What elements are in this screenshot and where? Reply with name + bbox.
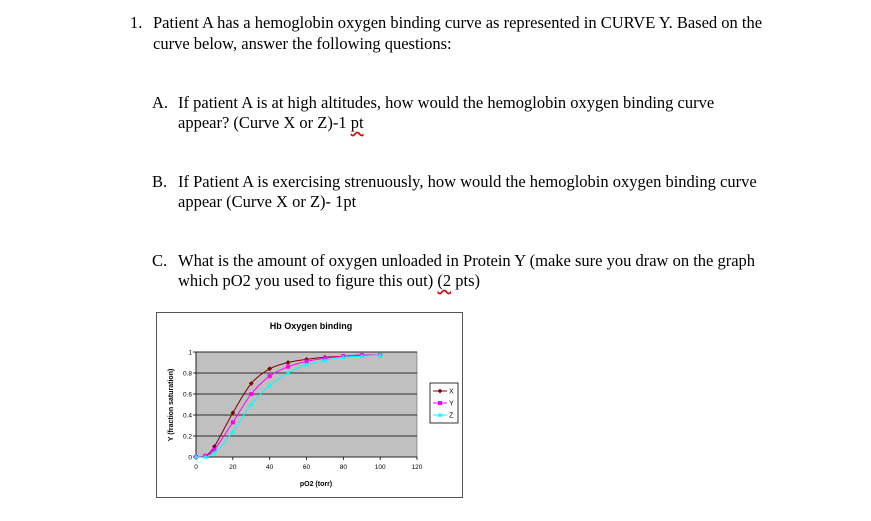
x-tick-label: 60 [302, 464, 311, 471]
y-tick-label: 0.6 [182, 391, 192, 399]
part-c-main: What is the amount of oxygen unloaded in Protein Y (make sure you draw on the graph which pO2 you used to figure this out) [178, 251, 756, 290]
x-tick-label: 0 [194, 464, 198, 471]
y-tick-label: 0.2 [182, 433, 192, 441]
x-tick-label: 20 [229, 464, 237, 471]
part-b-text: If Patient A is exercising strenuously, how would the hemoglobin oxygen binding curve appear (Curve X or Z)- 1pt [178, 172, 757, 211]
legend-label-y: Y [449, 400, 454, 408]
data-point [231, 420, 235, 424]
x-axis-label: pO2 (torr) [299, 481, 333, 488]
legend-label-x: X [449, 388, 454, 396]
y-axis-label: Y (fraction saturation) [168, 368, 175, 442]
chart-title: Hb Oxygen binding [269, 321, 353, 331]
legend-label-z: Z [449, 412, 454, 420]
x-tick-label: 80 [339, 464, 347, 471]
part-c-spell-flag: (2 [437, 271, 452, 290]
y-tick-label: 0.8 [182, 370, 192, 378]
part-c-text [178, 251, 768, 291]
y-tick-label: 1 [188, 349, 192, 357]
part-c-label: C. [152, 251, 168, 270]
question-text: Patient A has a hemoglobin oxygen binding curve as represented in CURVE Y. Based on the curve below, answer the following questions: [153, 13, 763, 53]
part-a-text [178, 93, 768, 133]
part-a-spell-flag: pt [350, 113, 364, 132]
part-a-main: If patient A is at high altitudes, how would the hemoglobin oxygen binding curve appear? (Curve X or Z)-1 [178, 93, 715, 132]
part-c-tail: pts) [451, 271, 481, 290]
data-point [268, 374, 272, 378]
x-axis-ticks [194, 457, 423, 471]
part-a-label: A. [152, 93, 169, 112]
data-point [249, 392, 253, 396]
y-tick-label: 0 [188, 454, 192, 462]
x-tick-label: 120 [411, 464, 423, 471]
oxygen-binding-chart [157, 313, 462, 497]
plot-area [196, 352, 417, 457]
y-axis-ticks [183, 350, 196, 462]
x-tick-label: 100 [374, 464, 386, 471]
legend-marker-y [438, 401, 442, 405]
question-number: 1. [130, 13, 143, 32]
x-tick-label: 40 [266, 464, 274, 471]
y-tick-label: 0.4 [182, 412, 192, 420]
chart-container [156, 312, 463, 498]
part-b-label: B. [152, 172, 168, 191]
data-point [286, 365, 290, 369]
